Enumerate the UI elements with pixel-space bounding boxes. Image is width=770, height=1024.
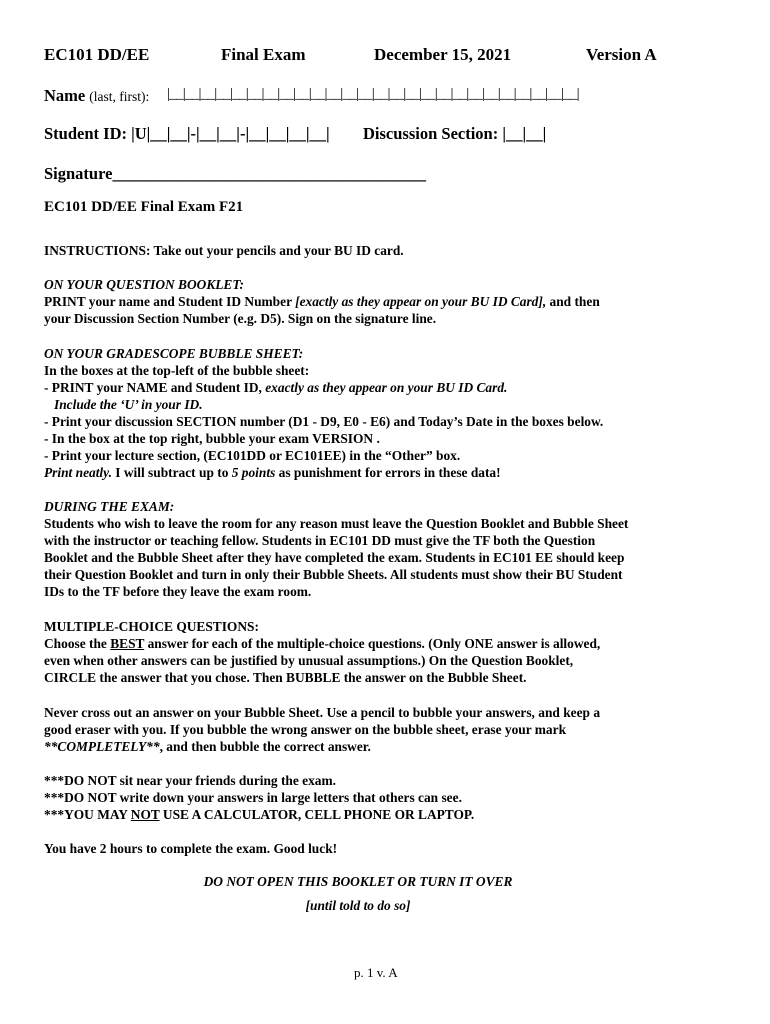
bubble-heading: ON YOUR GRADESCOPE BUBBLE SHEET: <box>44 346 304 361</box>
name-label: Name <box>44 86 86 105</box>
erase-section <box>44 704 724 755</box>
bubble-sheet-section <box>44 345 724 481</box>
mc-line-2: even when other answers can be justified by unusual assumptions.) On the Question Booklet, <box>44 653 574 668</box>
multiple-choice-section <box>44 618 724 686</box>
mc-line-3: CIRCLE the answer that you chose. Then BUBBLE the answer on the Bubble Sheet. <box>44 670 527 685</box>
rule-1: ***DO NOT sit near your friends during the exam. <box>44 773 337 788</box>
rule-3: ***YOU MAY NOT USE A CALCULATOR, CELL PHONE OR LAPTOP. <box>44 807 475 822</box>
booklet-heading: ON YOUR QUESTION BOOKLET: <box>44 277 245 292</box>
closing-line-2: [until told to do so] <box>305 898 411 913</box>
discussion-section-field: Discussion Section: |__|__| <box>363 124 547 143</box>
erase-line-2: good eraser with you. If you bubble the wrong answer on the bubble sheet, erase your mark <box>44 722 567 737</box>
during-line-2: with the instructor or teaching fellow. Students in EC101 DD must give the TF both the Question <box>44 533 596 548</box>
bubble-line-6: - Print your lecture section, (EC101DD or EC101EE) in the “Other” box. <box>44 448 461 463</box>
time-text: You have 2 hours to complete the exam. Good luck! <box>44 841 338 856</box>
closing-line-1: DO NOT OPEN THIS BOOKLET OR TURN IT OVER <box>203 874 513 889</box>
during-line-1: Students who wish to leave the room for any reason must leave the Question Booklet and Bubble Sheet <box>44 516 629 531</box>
during-line-5: IDs to the TF before they leave the exam room. <box>44 584 312 599</box>
mc-line-1: Choose the BEST answer for each of the multiple-choice questions. (Only ONE answer is allowed, <box>44 636 601 651</box>
name-hint: (last, first): <box>89 89 150 104</box>
exam-date: December 15, 2021 <box>374 45 512 64</box>
erase-line-1: Never cross out an answer on your Bubble Sheet. Use a pencil to bubble your answers, and keep a <box>44 705 601 720</box>
bubble-line-4: - Print your discussion SECTION number (D1 - D9, E0 - E6) and Today’s Date in the boxes below. <box>44 414 604 429</box>
time-limit <box>44 840 724 857</box>
mc-heading: MULTIPLE-CHOICE QUESTIONS: <box>44 619 259 634</box>
bubble-line-1: In the boxes at the top-left of the bubble sheet: <box>44 363 310 378</box>
instructions-line <box>44 242 724 259</box>
bubble-line-3: Include the ‘U’ in your ID. <box>54 397 203 412</box>
bubble-line-7: Print neatly. I will subtract up to 5 points as punishment for errors in these data! <box>44 465 501 480</box>
during-line-4: their Question Booklet and turn in only their Bubble Sheets. All students must show their BU Student <box>44 567 623 582</box>
booklet-line-2: your Discussion Section Number (e.g. D5). Sign on the signature line. <box>44 311 437 326</box>
erase-line-3: **COMPLETELY**, and then bubble the correct answer. <box>44 739 371 754</box>
bubble-line-5: - In the box at the top right, bubble your exam VERSION . <box>44 431 380 446</box>
bubble-line-2: - PRINT your NAME and Student ID, exactly as they appear on your BU ID Card. <box>44 380 508 395</box>
during-heading: DURING THE EXAM: <box>44 499 175 514</box>
booklet-title: EC101 DD/EE Final Exam F21 <box>44 199 244 215</box>
name-boxes: |__|__|__|__|__|__|__|__|__|__|__|__|__|__|__|__|__|__|__|__|__|__|__|__|__|__| <box>167 86 579 102</box>
rule-2: ***DO NOT write down your answers in large letters that others can see. <box>44 790 462 805</box>
booklet-line-1: PRINT your name and Student ID Number [exactly as they appear on your BU ID Card], and then <box>44 294 600 309</box>
exam-version: Version A <box>586 45 657 64</box>
booklet-section <box>44 276 724 327</box>
rules-section <box>44 772 724 823</box>
exam-title: Final Exam <box>221 45 306 64</box>
course-code: EC101 DD/EE <box>44 45 150 64</box>
during-exam-section <box>44 498 724 600</box>
page-footer: p. 1 v. A <box>354 965 398 980</box>
signature-line: Signature______________________________________ <box>44 164 426 183</box>
name-field <box>44 86 149 106</box>
student-id-field: Student ID: |U|__|__|-|__|__|-|__|__|__|__| <box>44 124 330 143</box>
instructions-text: INSTRUCTIONS: Take out your pencils and your BU ID card. <box>44 243 404 258</box>
during-line-3: Booklet and the Bubble Sheet after they have completed the exam. Students in EC101 EE should keep <box>44 550 625 565</box>
